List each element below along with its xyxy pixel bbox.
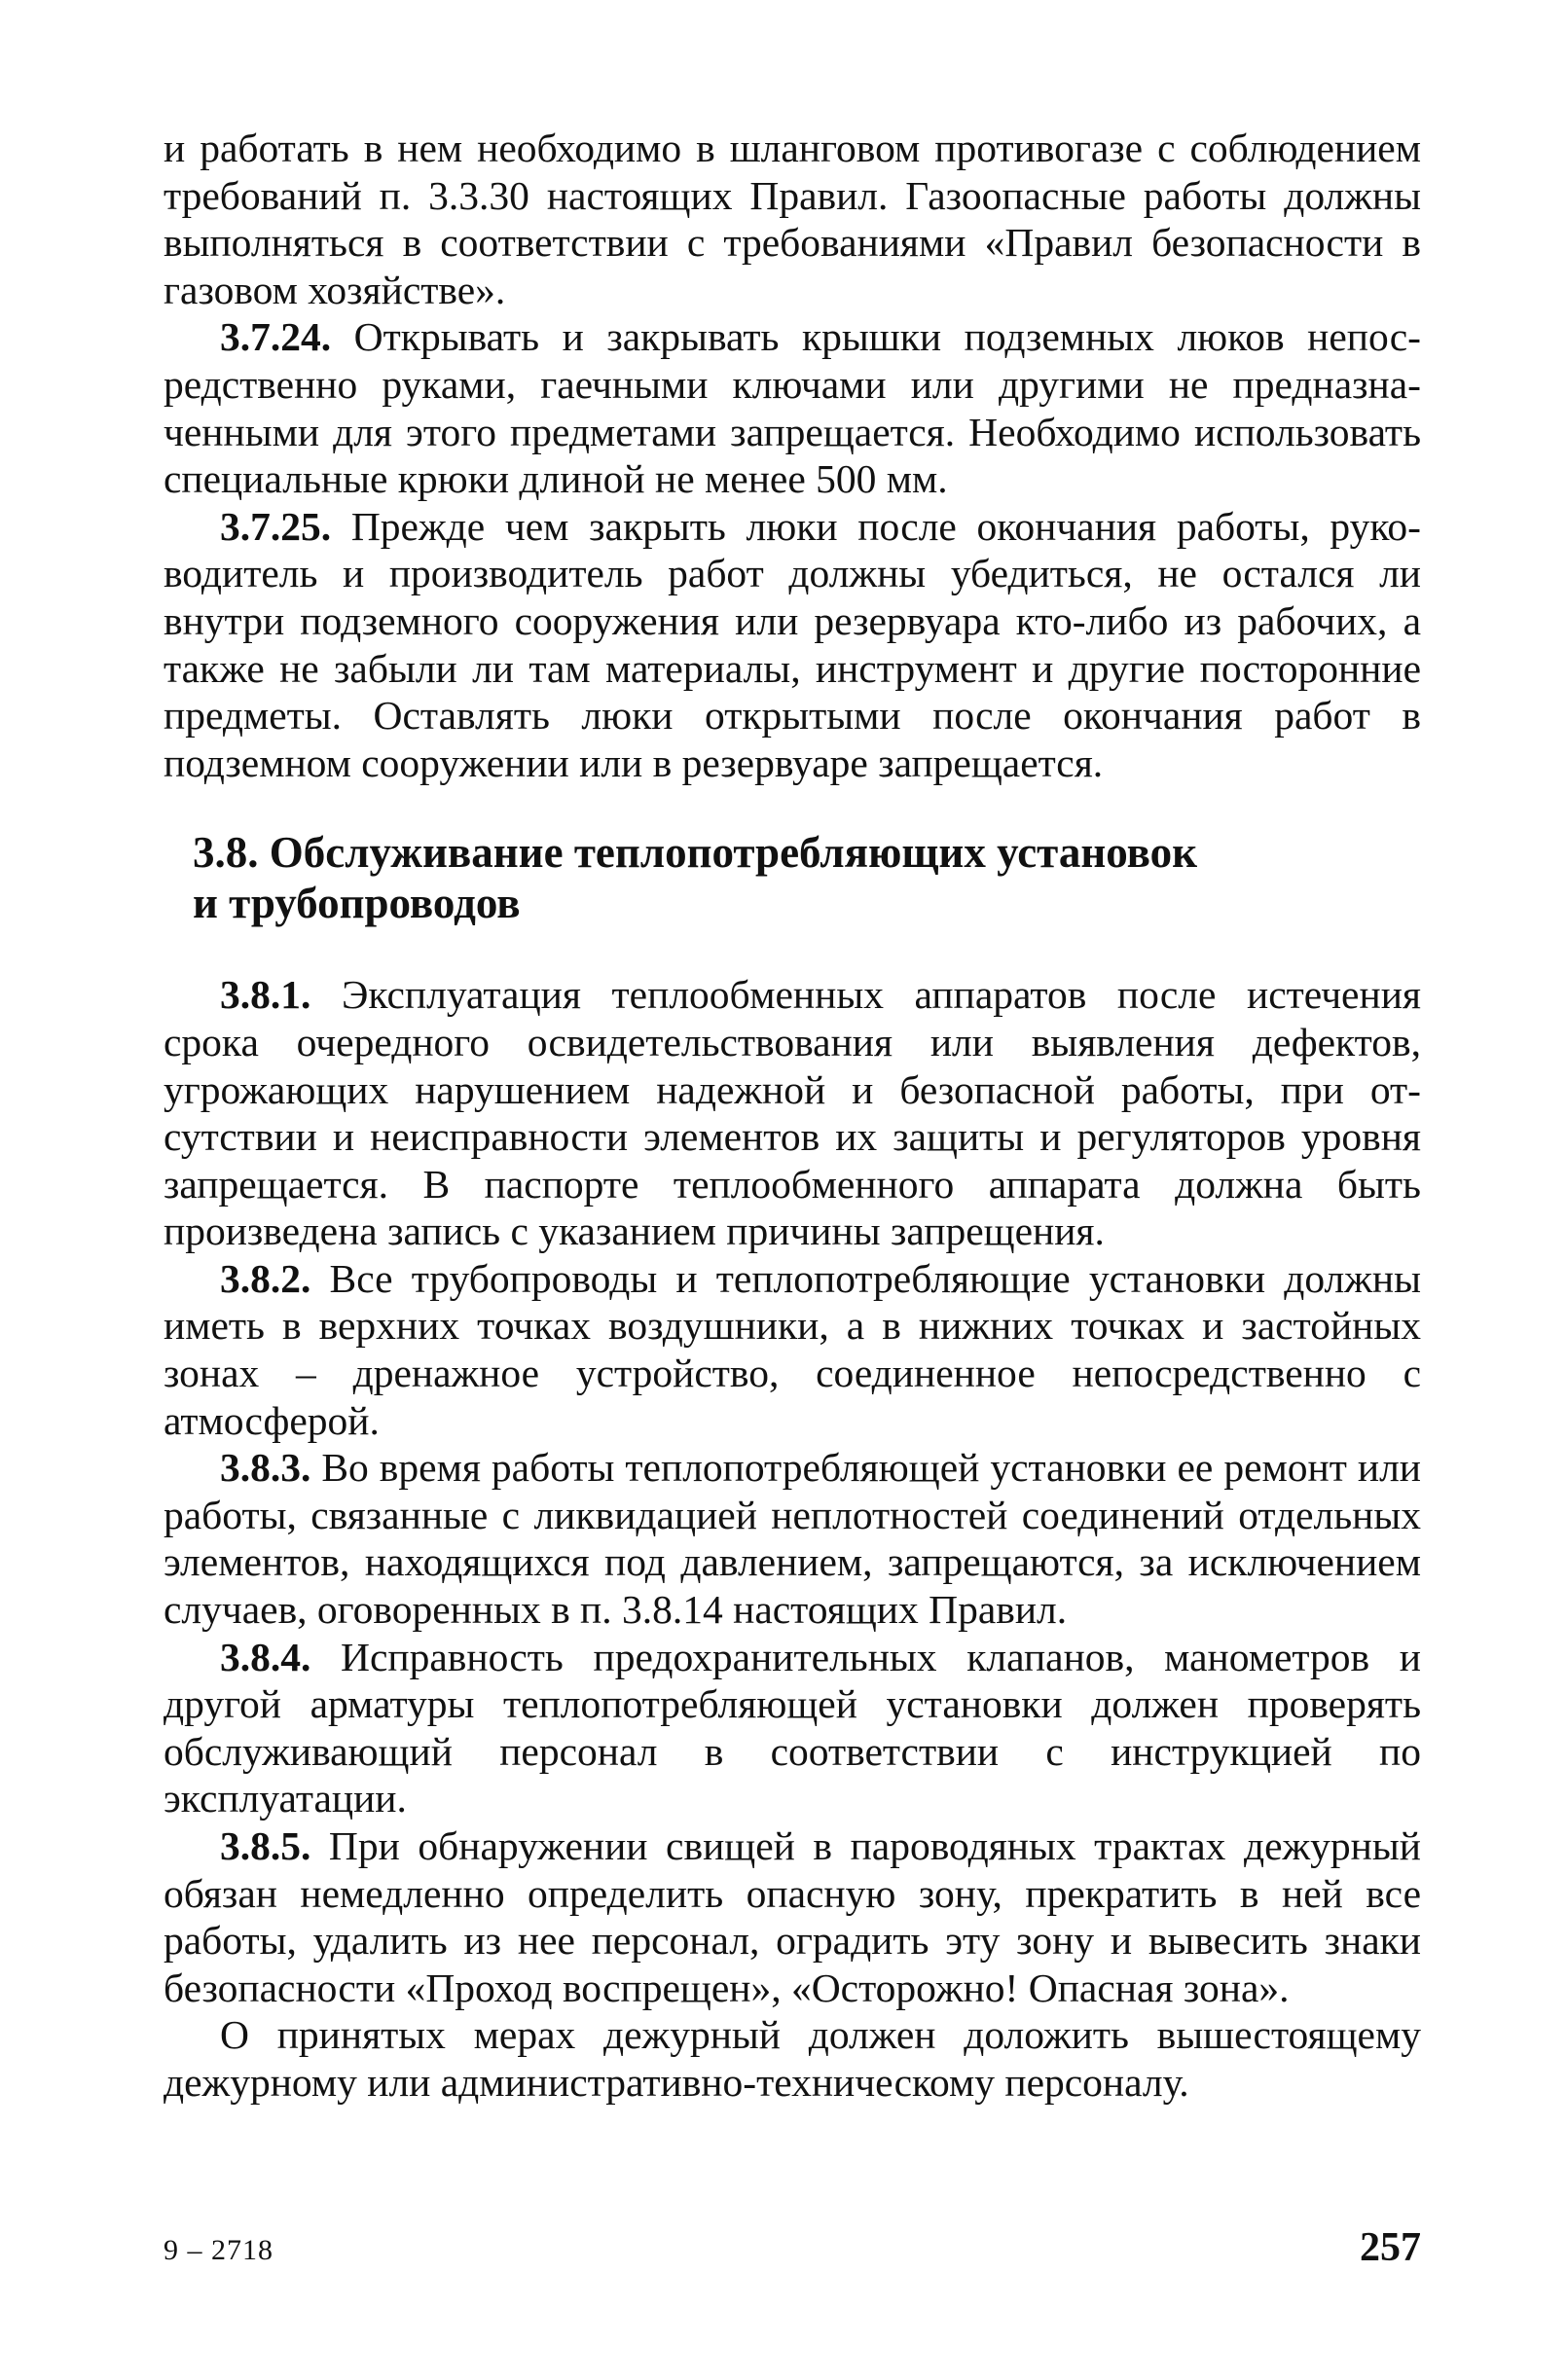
clause-3-8-3 — [164, 1444, 1421, 1633]
clause-text: Открывать и закрывать крышки подземных люков непосредственно руками, гаечными ключами или другими не предназначенными для этого предметами запрещается. Необходимо использовать специальные крюки длиной не менее 500 мм. — [164, 314, 1421, 502]
section-heading-line-2: и трубопроводов — [193, 879, 521, 928]
section-heading — [193, 827, 1421, 928]
document-page — [164, 125, 1421, 2107]
clause-3-7-24 — [164, 313, 1421, 502]
clause-text: Во время работы теплопотребляющей установки ее ремонт или работы, связанные с ликвидацией неплотностей соединений отдельных элементов, находящихся под давлением, запрещаются, за исключением случаев, оговоренных в п. 3.8.14 настоящих Правил. — [164, 1445, 1421, 1633]
clause-number: 3.8.3. — [220, 1445, 311, 1491]
clause-3-8-1 — [164, 971, 1421, 1255]
clause-text: Эксплуатация теплообменных аппаратов после истечения срока очередного освидетельствования или выявления дефектов, угрожающих нарушением надежной и безопасной работы, при отсутствии и неисправности элементов их защиты и регуляторов уровня запрещается. В паспорте теплообменного аппарата должна быть произведена запись с указанием причины запрещения. — [164, 972, 1421, 1254]
clause-number: 3.7.24. — [220, 314, 332, 360]
page-number: 257 — [1360, 2225, 1421, 2270]
clause-3-8-5 — [164, 1822, 1421, 2011]
page-footer — [164, 2224, 1421, 2273]
clause-text: Все трубопроводы и теплопотребляющие установки должны иметь в верхних точках воздушники, а в нижних точках и застойных зонах – дренажное устройство, соединенное непосредственно с атмосферой. — [164, 1255, 1421, 1443]
clause-number: 3.8.1. — [220, 972, 311, 1018]
final-paragraph: О принятых мерах дежурный должен доложить вышестоящему дежурному или административно-техническому персоналу. — [164, 2012, 1421, 2105]
clause-number: 3.8.5. — [220, 1823, 311, 1868]
clause-3-7-25 — [164, 503, 1421, 787]
clause-number: 3.8.4. — [220, 1634, 311, 1679]
intro-paragraph: и работать в нем необходимо в шланговом противогазе с соблюдением требований п. 3.3.30 настоящих Правил. Газоопасные работы должны выполняться в соответствии с требованиями «Правил безопасности в газовом хозяйстве». — [164, 126, 1421, 312]
clause-3-8-2 — [164, 1255, 1421, 1444]
clause-number: 3.8.2. — [220, 1255, 311, 1301]
clause-text: При обнаружении свищей в пароводяных трактах дежурный обязан немедленно определить опасную зону, прекратить в ней все работы, удалить из нее персонал, оградить эту зону и вывесить знаки безопасности «Проход воспрещен», «Осторожно! Опасная зона». — [164, 1823, 1421, 2010]
clause-text: Исправность предохранительных клапанов, манометров и другой арматуры теплопотребляющей установки должен проверять обслуживающий персонал в соответствии с инструкцией по эксплуатации. — [164, 1634, 1421, 1821]
section-heading-line-1: 3.8. Обслуживание теплопотребляющих установок — [193, 828, 1198, 878]
clause-number: 3.7.25. — [220, 503, 332, 549]
clause-3-8-4 — [164, 1634, 1421, 1822]
print-signature: 9 – 2718 — [164, 2234, 273, 2266]
clause-text: Прежде чем закрыть люки после окончания работы, руководитель и производитель работ должны убедиться, не остался ли внутри подземного сооружения или резервуара кто-либо из рабочих, а также не забыли ли там материалы, инструмент и другие посторонние предметы. Оставлять люки открытыми после окончания работ в подземном сооружении или в резервуаре запрещается. — [164, 503, 1421, 785]
